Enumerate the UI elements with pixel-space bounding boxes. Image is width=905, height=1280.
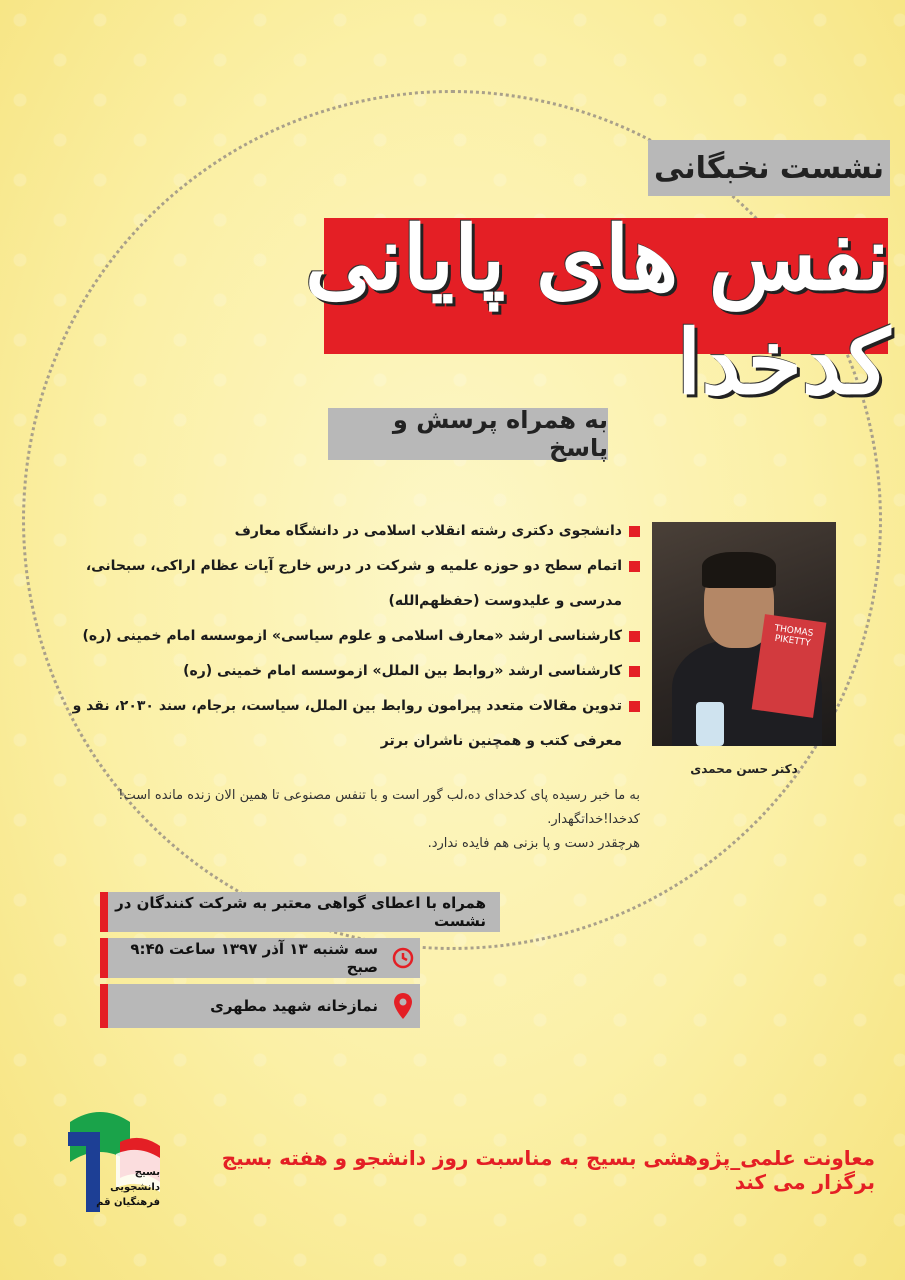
- bullet-square-icon: [629, 701, 640, 712]
- organizer-footer: معاونت علمی_پژوهشی بسیج به مناسبت روز دانشجو و هفته بسیج برگزار می کند: [221, 1146, 875, 1194]
- bullet-square-icon: [629, 631, 640, 642]
- bullet-square-icon: [629, 561, 640, 572]
- speaker-bio-list: [40, 514, 640, 759]
- event-title: نفس های پایانی کدخدا: [304, 206, 890, 414]
- quote-line: کدخدا!خداتگهدار.: [547, 812, 640, 827]
- location-text: نمازخانه شهید مطهری: [210, 997, 378, 1015]
- clock-icon: [392, 947, 414, 969]
- list-item: اتمام سطح دو حوزه علمیه و شرکت در درس خارج آیات عظام اراکی، سبحانی، مدرسی و علیدوست (حفظهم‌الله): [40, 549, 640, 619]
- location-box: [100, 984, 420, 1028]
- event-subtitle: نشست نخبگانی: [648, 140, 890, 196]
- quote-text: [60, 784, 640, 856]
- bullet-square-icon: [629, 666, 640, 677]
- list-item: تدوین مقالات متعدد پیرامون روابط بین الملل، سیاست، برجام، سند ۲۰۳۰، نقد و معرفی کتب و همچنین ناشران برتر: [40, 689, 640, 759]
- map-pin-icon: [392, 995, 414, 1017]
- list-item: کارشناسی ارشد «روابط بین الملل» ازموسسه امام خمینی (ره): [40, 654, 640, 689]
- certificate-box: [100, 892, 500, 932]
- certificate-text: همراه با اعطای گواهی معتبر به شرکت کنندگان در نشست: [115, 894, 486, 930]
- qa-label: به همراه پرسش و پاسخ: [328, 408, 608, 460]
- book-cover: THOMAS PIKETTY: [752, 614, 827, 718]
- logo-text: بسیج دانشجویی فرهنگیان قم: [96, 1167, 160, 1208]
- list-item: کارشناسی ارشد «معارف اسلامی و علوم سیاسی» ازموسسه امام خمینی (ره): [40, 619, 640, 654]
- speaker-caption: دکتر حسن محمدی: [690, 762, 798, 776]
- quote-line: هرچقدر دست و پا بزنی هم فایده ندارد.: [427, 836, 640, 851]
- bullet-square-icon: [629, 526, 640, 537]
- datetime-text: سه شنبه ۱۳ آذر ۱۳۹۷ ساعت ۹:۴۵ صبح: [130, 940, 378, 976]
- datetime-box: [100, 938, 420, 978]
- quote-line: به ما خبر رسیده پای کدخدای ده،لب گور است و با تنفس مصنوعی تا همین الان زنده مانده است!: [118, 788, 640, 803]
- speaker-photo: [652, 522, 836, 746]
- list-item: دانشجوی دکتری رشته انقلاب اسلامی در دانشگاه معارف: [40, 514, 640, 549]
